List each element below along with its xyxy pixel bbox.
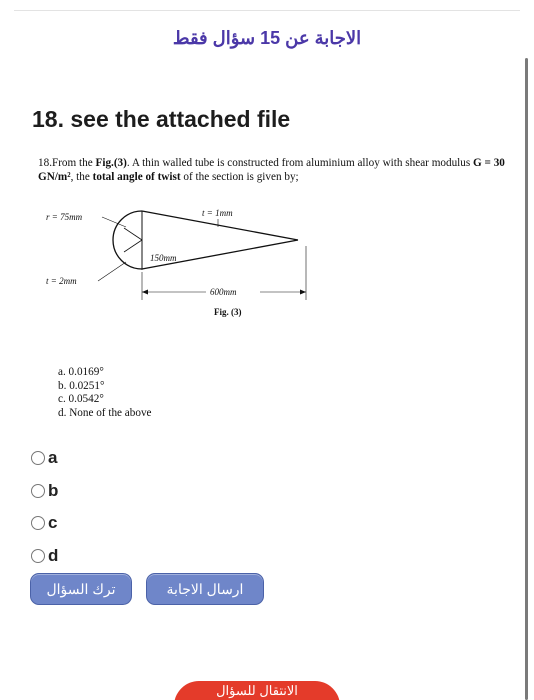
scrollbar[interactable] — [525, 58, 528, 700]
radio-button-c[interactable] — [31, 516, 45, 530]
t-left-leader — [98, 262, 126, 281]
choice-a: a. 0.0169° — [58, 366, 104, 378]
question-text-part4: of the section is given by; — [180, 171, 299, 183]
choice-c: c. 0.0542° — [58, 393, 104, 405]
label-r: r = 75mm — [46, 212, 83, 222]
question-text-part1: 18.From the — [38, 157, 96, 169]
radio-label-b[interactable]: b — [48, 480, 59, 500]
label-t-right: t = 1mm — [202, 208, 233, 218]
radio-button-a[interactable] — [31, 451, 45, 465]
question-fig-ref: Fig.(3) — [95, 157, 127, 169]
submit-answer-button[interactable]: ارسال الاجابة — [146, 573, 264, 605]
radio-option-d[interactable] — [31, 540, 58, 573]
question-text-part3: , the — [70, 171, 93, 183]
answer-choices — [58, 366, 152, 420]
radio-label-d[interactable]: d — [48, 545, 59, 565]
label-600: 600mm — [210, 287, 237, 297]
radius-line-lower — [124, 240, 142, 252]
label-t-left: t = 2mm — [46, 276, 77, 286]
choice-d: d. None of the above — [58, 406, 152, 419]
radio-option-b[interactable] — [31, 475, 58, 508]
skip-question-button[interactable]: ترك السؤال — [30, 573, 132, 605]
radio-label-c[interactable]: c — [48, 513, 58, 533]
question-text — [38, 156, 508, 184]
next-question-button[interactable]: الانتقال للسؤال — [174, 681, 340, 700]
question-modulus: G = 30 GN/m² — [38, 157, 505, 183]
question-figure — [38, 200, 338, 325]
question-title: 18. see the attached file — [32, 106, 291, 132]
dim-600-arrow-right — [300, 290, 306, 295]
question-bold-phrase: total angle of twist — [92, 171, 181, 183]
radio-option-c[interactable] — [31, 507, 58, 540]
tube-section-diagram — [38, 200, 338, 325]
radio-button-d[interactable] — [31, 549, 45, 563]
figure-caption: Fig. (3) — [214, 307, 242, 317]
question-text-part2: . A thin walled tube is constructed from aluminium alloy with shear modulus — [126, 157, 474, 169]
radio-button-b[interactable] — [31, 484, 45, 498]
radius-line — [124, 228, 142, 240]
dim-600-arrow-left — [142, 290, 148, 295]
answer-radio-group — [31, 442, 58, 572]
radio-label-a[interactable]: a — [48, 448, 58, 468]
answer-limit-banner: الاجابة عن 15 سؤال فقط — [172, 28, 362, 48]
choice-b: b. 0.0251° — [58, 379, 105, 392]
label-150: 150mm — [150, 253, 177, 263]
top-divider — [14, 10, 520, 11]
semicircle-outline — [113, 211, 142, 269]
radio-option-a[interactable] — [31, 442, 58, 475]
